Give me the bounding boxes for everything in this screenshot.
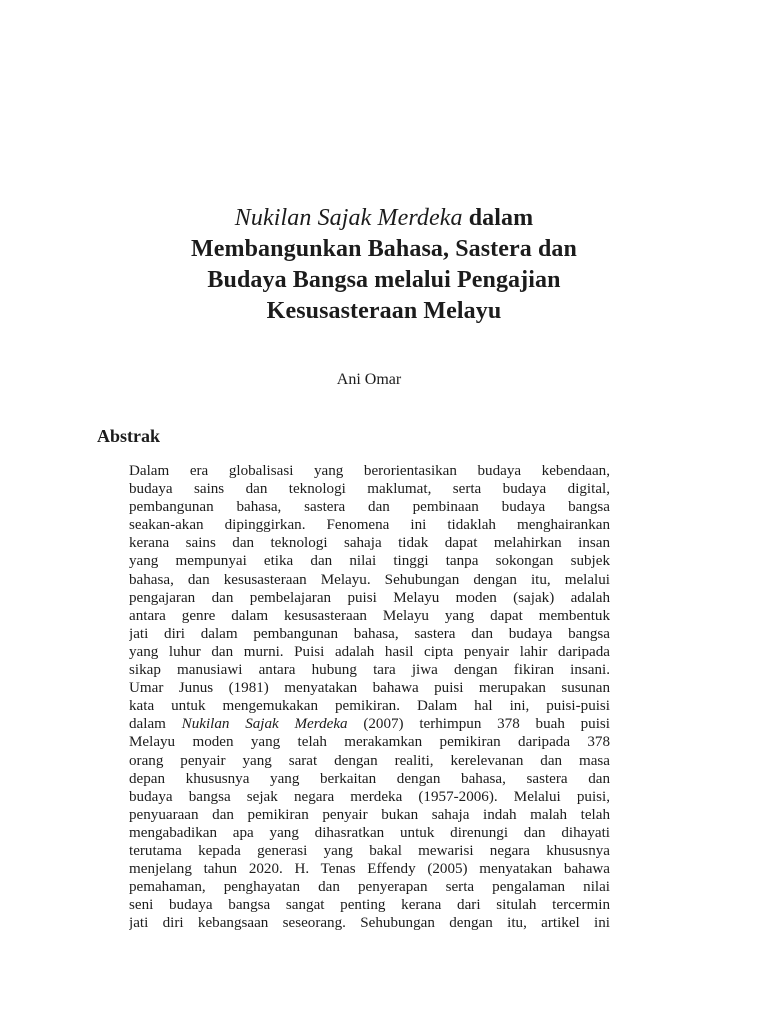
abstract-line: Umar Junus (1981) menyatakan bahawa puisi merupakan susunan [129,680,610,697]
mixed-line-after: (2007) terhimpun 378 buah puisi [347,716,610,733]
abstract-line: Dalam era globalisasi yang berorientasikan budaya kebendaan, [129,463,610,479]
abstract-line: jati diri dalam pembangunan bahasa, sastera dan budaya bangsa [129,625,610,642]
abstract-line: antara genre dalam kesusasteraan Melayu yang dapat membentuk [129,607,610,624]
abstract-line: mengabadikan apa yang dihasratkan untuk direnungi dan dihayati [129,824,610,841]
title-line-1-rest: dalam [462,205,534,231]
abstract-line: terutama kepada generasi yang bakal mewarisi negara khususnya [129,842,610,859]
abstract-line: yang mempunyai etika dan nilai tinggi tanpa sokongan subjek [129,553,610,570]
abstract-line: penyuaraan dan pemikiran penyair bukan sahaja indah malah telah [129,806,610,823]
title-line-3: Budaya Bangsa melalui Pengajian [207,267,561,293]
abstract-line: menjelang tahun 2020. H. Tenas Effendy (2005) menyatakan bahawa [129,861,610,878]
abstract-line: depan khususnya yang berkaitan dengan bahasa, sastera dan [129,770,610,787]
abstract-body [129,462,610,932]
abstract-line: seni budaya bangsa sangat penting kerana dari situlah tercermin [129,897,610,914]
abstract-line: yang luhur dan murni. Puisi adalah hasil cipta penyair lahir daripada [129,643,610,660]
abstract-line: bahasa, dan kesusasteraan Melayu. Sehubungan dengan itu, melalui [129,571,610,588]
abstract-line: budaya bangsa sejak negara merdeka (1957-2006). Melalui puisi, [129,788,610,805]
abstract-line: orang penyair yang sarat dengan realiti, kerelevanan dan masa [129,752,610,769]
abstract-line: pengajaran dan pembelajaran puisi Melayu moden (sajak) adalah [129,589,610,606]
article-title [100,203,668,327]
abstract-line: budaya sains dan teknologi maklumat, serta budaya digital, [129,481,610,498]
abstract-line: pembangunan bahasa, sastera dan pembinaan budaya bangsa [129,499,610,516]
abstract-line: pemahaman, penghayatan dan penyerapan serta pengalaman nilai [129,879,610,896]
abstract-line-mixed [129,715,610,733]
abstract-heading: Abstrak [97,426,161,446]
abstract-line: Melayu moden yang telah merakamkan pemikiran daripada 378 [129,734,610,751]
mixed-line-before: dalam [129,716,182,733]
mixed-line-italic-title: Nukilan Sajak Merdeka [181,716,348,733]
abstract-line: kerana sains dan teknologi sahaja tidak dapat melahirkan insan [129,535,610,552]
author-name: Ani Omar [336,371,402,388]
title-line-1 [100,203,668,234]
abstract-line: jati diri kebangsaan seseorang. Sehubungan dengan itu, artikel ini [129,915,610,932]
title-line-4: Kesusasteraan Melayu [266,298,502,324]
title-italic-text: Nukilan Sajak Merdeka [234,205,463,231]
abstract-line: seakan-akan dipinggirkan. Fenomena ini tidaklah menghairankan [129,517,610,534]
abstract-line: kata untuk mengemukakan pemikiran. Dalam hal ini, puisi-puisi [129,698,610,715]
abstract-line: sikap manusiawi antara hubung tara jiwa dengan fikiran insani. [129,662,610,679]
title-line-2: Membangunkan Bahasa, Sastera dan [191,236,577,262]
